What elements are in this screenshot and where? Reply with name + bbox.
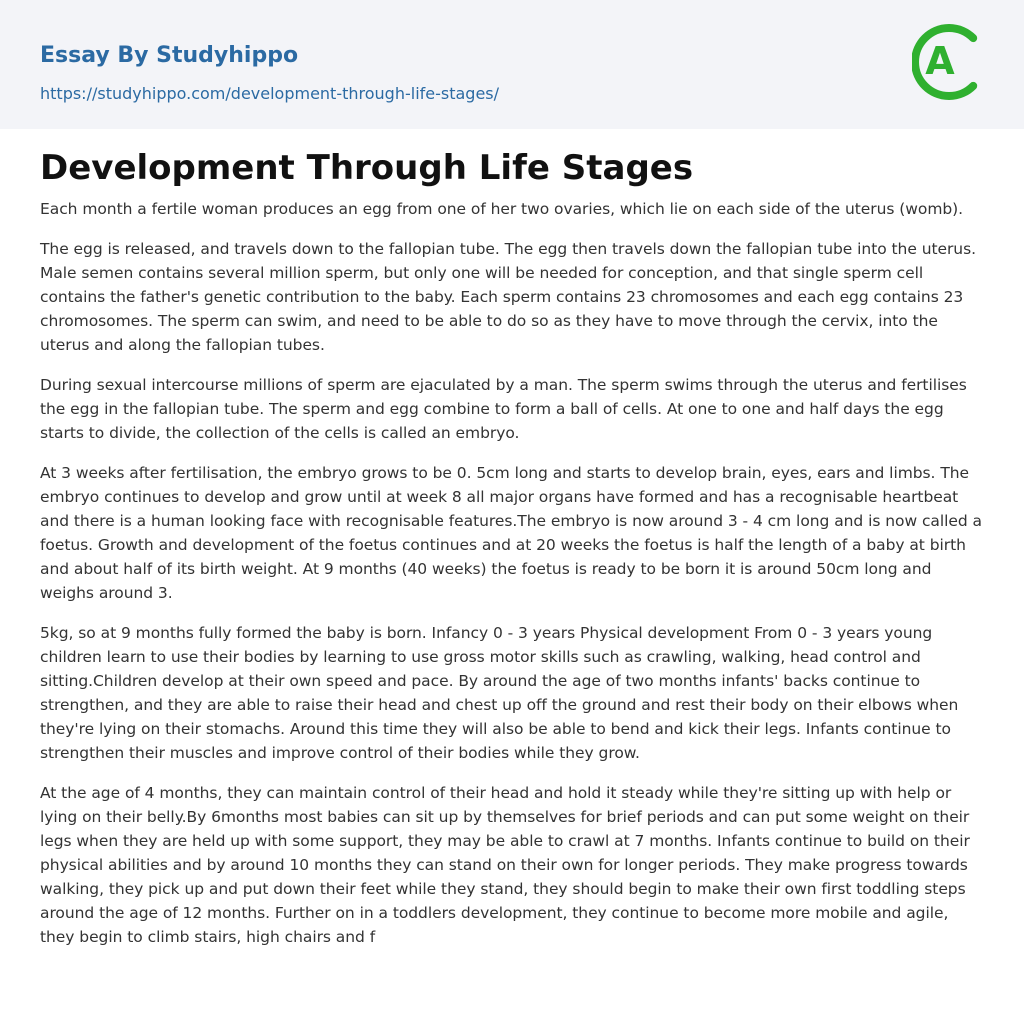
header (0, 0, 1024, 129)
page-title: Development Through Life Stages (40, 148, 694, 188)
paragraph: At 3 weeks after fertilisation, the embryo grows to be 0. 5cm long and starts to develop brain, eyes, ears and limbs. The embryo continues to develop and grow until at week 8 all major organs have formed and has a recognisable heartbeat and there is a human looking face with recognisable features.The embryo is now around 3 - 4 cm long and is now called a foetus. Growth and development of the foetus continues and at 20 weeks the foetus is half the length of a baby at birth and about half of its birth weight. At 9 months (40 weeks) the foetus is ready to be born it is around 50cm long and weighs around 3. (40, 464, 982, 602)
article (40, 144, 984, 965)
paragraph: The egg is released, and travels down to the fallopian tube. The egg then travels down the fallopian tube into the uterus. Male semen contains several million sperm, but only one will be needed for conception, and that single sperm cell contains the father's genetic contribution to the baby. Each sperm contains 23 chromosomes and each egg contains 23 chromosomes. The sperm can swim, and need to be able to do so as they have to move through the cervix, into the uterus and along the fallopian tubes. (40, 240, 976, 354)
paragraph: At the age of 4 months, they can maintain control of their head and hold it steady while they're sitting up with help or lying on their belly.By 6months most babies can sit up by themselves for brief periods and can put some weight on their legs when they are held up with some support, they may be able to crawl at 7 months. Infants continue to build on their physical abilities and by around 10 months they can stand on their own for longer periods. They make progress towards walking, they pick up and put down their feet while they stand, they should begin to make their own first toddling steps around the age of 12 months. Further on in a toddlers development, they continue to become more mobile and agile, they begin to climb stairs, high chairs and f (40, 784, 970, 946)
paragraph: During sexual intercourse millions of sperm are ejaculated by a man. The sperm swims through the uterus and fertilises the egg in the fallopian tube. The sperm and egg combine to form a ball of cells. At one to one and half days the egg starts to divide, the collection of the cells is called an embryo. (40, 376, 967, 442)
paragraph: Each month a fertile woman produces an egg from one of her two ovaries, which lie on each side of the uterus (womb). (40, 200, 964, 218)
brand-title[interactable]: Essay By Studyhippo (40, 43, 299, 68)
logo-letter: A (925, 39, 955, 83)
paragraph: 5kg, so at 9 months fully formed the baby is born. Infancy 0 - 3 years Physical development From 0 - 3 years young children learn to use their bodies by learning to use gross motor skills such as crawling, walking, head control and sitting.Children develop at their own speed and pace. By around the age of two months infants' backs continue to strengthen, and they are able to raise their head and chest up off the ground and rest their body on their elbows when they're lying on their stomachs. Around this time they will also be able to bend and kick their legs. Infants continue to strengthen their muscles and improve control of their bodies while they grow. (40, 624, 959, 762)
source-url-link[interactable]: https://studyhippo.com/development-through-life-stages/ (40, 84, 500, 103)
studyhippo-logo-icon[interactable] (912, 19, 986, 105)
